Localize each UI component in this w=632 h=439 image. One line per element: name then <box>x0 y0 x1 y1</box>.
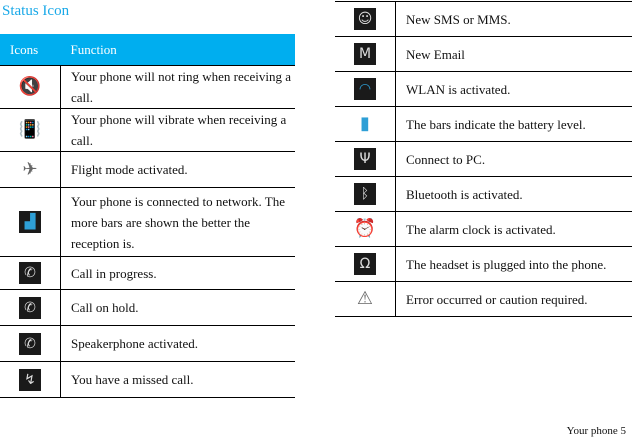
table-row <box>335 282 632 317</box>
function-text: WLAN is activated. <box>406 81 511 97</box>
page-footer: Your phone 5 <box>566 425 626 437</box>
function-text: Speakerphone activated. <box>71 336 199 351</box>
icon-cell <box>335 282 396 317</box>
email-icon: M <box>354 43 376 65</box>
icon-cell <box>335 107 396 142</box>
call-icon: ✆ <box>19 262 41 284</box>
status-icon-table-right <box>335 1 632 317</box>
icon-cell <box>0 290 61 326</box>
table-row <box>0 257 295 290</box>
table-row <box>335 247 632 282</box>
table-row <box>0 326 295 362</box>
airplane-icon: ✈ <box>22 158 38 180</box>
icon-cell <box>0 66 61 109</box>
wifi-icon: ◠ <box>354 78 376 100</box>
table-row <box>335 177 632 212</box>
section-title: Status Icon <box>2 3 70 19</box>
table-row <box>0 109 295 152</box>
missed-call-icon: ↯ <box>19 369 41 391</box>
function-text: Error occurred or caution required. <box>406 291 588 307</box>
icon-cell <box>0 257 61 290</box>
function-text: Flight mode activated. <box>71 162 188 177</box>
function-text: Call in progress. <box>71 265 157 281</box>
icon-cell <box>0 326 61 362</box>
table-row <box>335 107 632 142</box>
icon-cell <box>335 247 396 282</box>
call-hold-icon: ✆ <box>19 297 41 319</box>
table-row <box>0 362 295 398</box>
function-text: The headset is plugged into the phone. <box>406 256 607 272</box>
icon-cell <box>0 188 61 257</box>
icon-cell <box>0 109 61 152</box>
function-text: Your phone is connected to network. The more bars are shown the better the reception is. <box>71 193 285 251</box>
function-text: The alarm clock is activated. <box>406 221 556 237</box>
icon-cell <box>335 72 396 107</box>
icon-cell <box>335 2 396 37</box>
table-row <box>0 188 295 257</box>
speakerphone-icon: ✆ <box>19 333 41 355</box>
table-row <box>335 72 632 107</box>
table-row <box>0 152 295 188</box>
icon-cell <box>0 152 61 188</box>
icon-cell <box>0 362 61 398</box>
function-text: Connect to PC. <box>406 151 486 167</box>
icon-cell <box>335 212 396 247</box>
header-icons: Icons <box>0 34 61 66</box>
function-text: Your phone will not ring when receiving a call. <box>71 69 292 105</box>
alarm-icon: ⏰ <box>353 218 377 239</box>
signal-icon: ▟ <box>19 211 41 233</box>
table-row <box>335 142 632 177</box>
vibrate-icon: 📳 <box>18 119 42 140</box>
table-row <box>335 2 632 37</box>
table-row <box>335 212 632 247</box>
headset-icon: Ω <box>354 253 376 275</box>
warning-icon: ⚠ <box>356 288 374 309</box>
function-text: Your phone will vibrate when receiving a call. <box>71 112 287 148</box>
silent-icon: 🔇 <box>18 76 42 97</box>
function-text: Call on hold. <box>71 300 139 315</box>
status-icon-table-left <box>0 34 295 398</box>
header-function: Function <box>61 34 296 66</box>
function-text: New SMS or MMS. <box>406 11 511 27</box>
function-text: You have a missed call. <box>71 372 194 387</box>
function-text: Bluetooth is activated. <box>406 186 523 202</box>
bluetooth-icon: ᛒ <box>354 183 376 205</box>
table-row <box>0 290 295 326</box>
table-row <box>0 66 295 109</box>
icon-cell <box>335 177 396 212</box>
usb-icon: Ψ <box>354 148 376 170</box>
icon-cell <box>335 37 396 72</box>
function-text: New Email <box>406 46 465 62</box>
sms-icon: ☺ <box>354 8 376 30</box>
table-row <box>335 37 632 72</box>
function-text: The bars indicate the battery level. <box>406 116 586 132</box>
battery-icon: ▮ <box>360 113 370 134</box>
icon-cell <box>335 142 396 177</box>
